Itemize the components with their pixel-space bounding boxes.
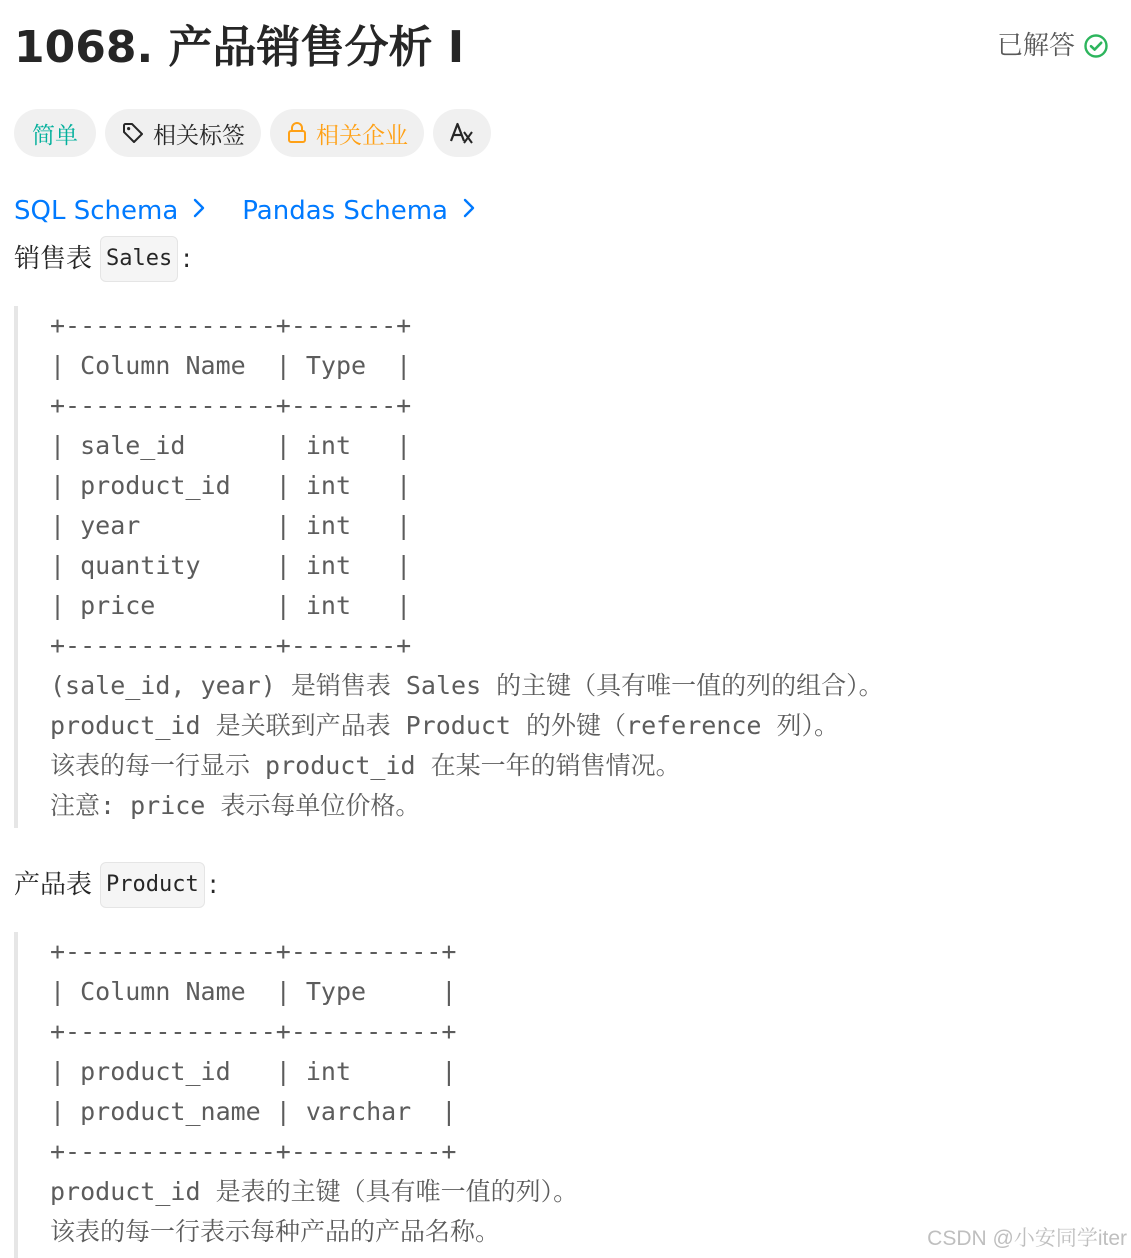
sales-row: | quantity | int | xyxy=(50,551,412,580)
sales-schema-block xyxy=(14,306,884,828)
product-table-name: Product xyxy=(100,862,205,908)
tag-icon xyxy=(121,121,145,145)
sales-header-row: | Column Name | Type | xyxy=(50,351,412,380)
related-tags-button[interactable] xyxy=(105,109,261,157)
product-row: | product_id | int | xyxy=(50,1057,457,1086)
sql-schema-label: SQL Schema xyxy=(14,196,179,226)
pandas-schema-link[interactable] xyxy=(242,192,476,230)
solved-label: 已解答 xyxy=(996,31,1075,61)
chevron-right-icon xyxy=(192,192,206,230)
product-desc-line: 该表的每一行表示每种产品的产品名称。 xyxy=(50,1217,501,1246)
sales-desc-line: (sale_id, year) 是销售表 Sales 的主键（具有唯一值的列的组合）。 xyxy=(50,671,884,700)
sales-border-mid: +--------------+-------+ xyxy=(50,391,412,420)
related-tags-label: 相关标签 xyxy=(153,122,245,149)
chevron-right-icon xyxy=(462,192,476,230)
related-companies-button[interactable] xyxy=(270,109,424,157)
sales-label-suffix: : xyxy=(182,244,192,274)
sales-row: | year | int | xyxy=(50,511,412,540)
sales-row: | price | int | xyxy=(50,591,412,620)
pandas-schema-label: Pandas Schema xyxy=(242,196,448,226)
product-border-bottom: +--------------+----------+ xyxy=(50,1137,457,1166)
sales-row: | product_id | int | xyxy=(50,471,412,500)
check-circle-icon xyxy=(1083,33,1109,59)
product-schema-block xyxy=(14,932,578,1258)
problem-title: 1068. 产品销售分析 I xyxy=(14,22,465,73)
schema-links xyxy=(14,192,476,230)
title-row xyxy=(14,18,1117,78)
sales-table-name: Sales xyxy=(100,236,178,282)
difficulty-label: 简单 xyxy=(32,122,78,149)
product-row: | product_name | varchar | xyxy=(50,1097,457,1126)
product-border-top: +--------------+----------+ xyxy=(50,937,457,966)
sales-label-prefix: 销售表 xyxy=(14,244,93,274)
product-desc-line: product_id 是表的主键（具有唯一值的列）。 xyxy=(50,1177,579,1206)
translate-icon xyxy=(449,120,475,146)
sales-desc-line: 注意: price 表示每单位价格。 xyxy=(50,791,421,820)
sales-desc-line: 该表的每一行显示 product_id 在某一年的销售情况。 xyxy=(50,751,681,780)
difficulty-badge[interactable] xyxy=(14,109,96,157)
sales-table-label xyxy=(14,236,191,282)
sql-schema-link[interactable] xyxy=(14,192,206,230)
tag-bar xyxy=(14,109,491,157)
sales-desc-line: product_id 是关联到产品表 Product 的外键（reference 列）。 xyxy=(50,711,840,740)
font-size-button[interactable] xyxy=(433,109,491,157)
lock-icon xyxy=(286,121,308,145)
product-label-suffix: : xyxy=(208,870,218,900)
product-label-prefix: 产品表 xyxy=(14,870,93,900)
product-border-mid: +--------------+----------+ xyxy=(50,1017,457,1046)
product-table-label xyxy=(14,862,218,908)
related-companies-label: 相关企业 xyxy=(316,122,408,149)
sales-border-bottom: +--------------+-------+ xyxy=(50,631,412,660)
sales-border-top: +--------------+-------+ xyxy=(50,311,412,340)
sales-row: | sale_id | int | xyxy=(50,431,412,460)
product-header-row: | Column Name | Type | xyxy=(50,977,457,1006)
solved-status xyxy=(997,28,1109,64)
watermark: CSDN @小安同学iter xyxy=(927,1227,1127,1250)
